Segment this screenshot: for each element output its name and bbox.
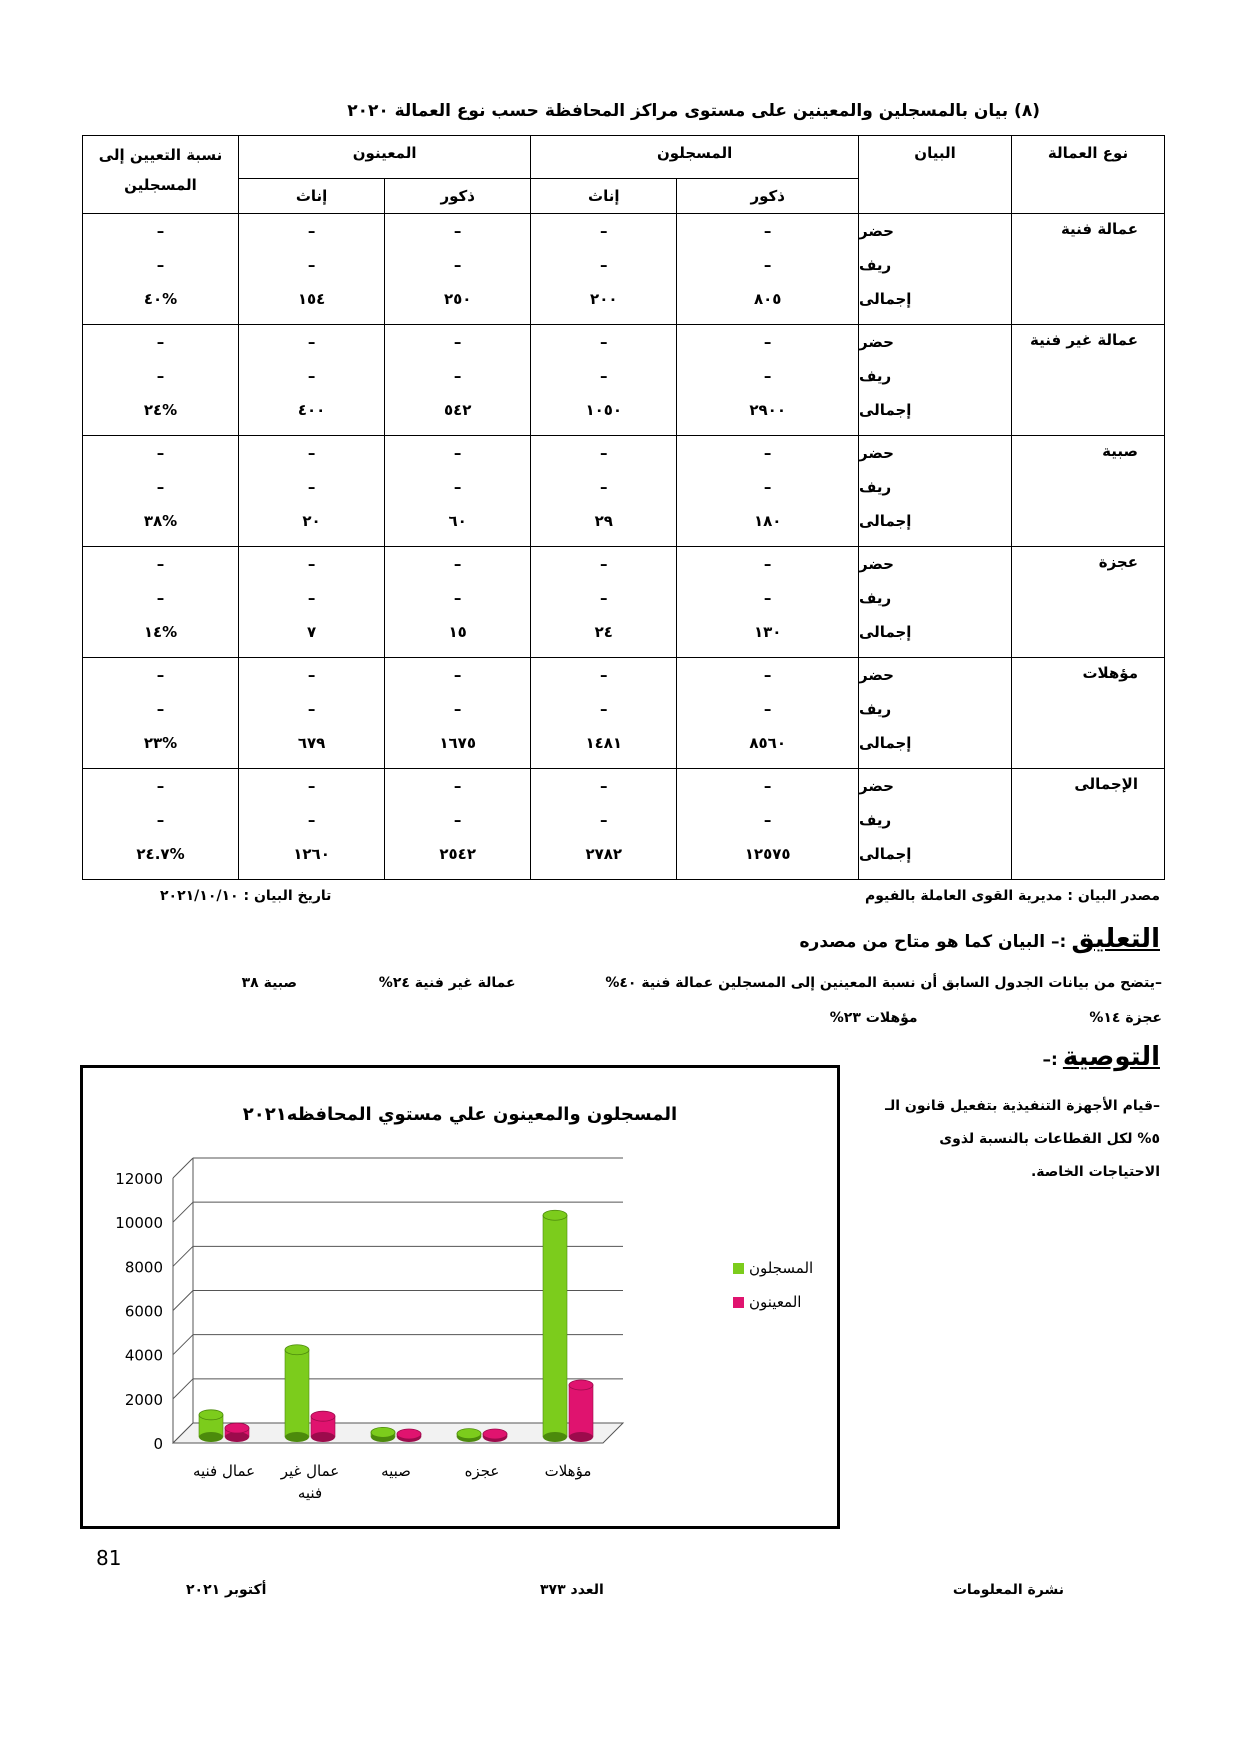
total-value: ٢٠٠	[590, 290, 618, 308]
value-cell-app-f	[239, 658, 385, 769]
bar-registered	[285, 1350, 309, 1437]
x-tick-label: فنيه	[297, 1484, 323, 1502]
gridline-side	[173, 1335, 193, 1355]
dash-rural: –	[307, 478, 316, 496]
value-cell-reg-f	[531, 325, 677, 436]
value-cell-app-m	[385, 658, 531, 769]
x-tick-label: صبيه	[381, 1462, 411, 1480]
recommendation-heading	[1043, 1042, 1161, 1072]
statement-cell	[859, 214, 1012, 325]
header-statement: البيان	[859, 136, 1012, 214]
dash-rural: –	[763, 700, 772, 718]
dash-urban: –	[763, 777, 772, 795]
gridline-side	[173, 1379, 193, 1399]
statement-label: إجمالى	[859, 290, 912, 308]
total-value: ٢٧٨٢	[585, 845, 623, 863]
data-table	[82, 135, 1165, 880]
statement-label: ريف	[859, 256, 892, 274]
total-value: ١٥	[448, 623, 467, 641]
statement-label: حضر	[859, 666, 894, 684]
gridline-side	[173, 1291, 193, 1311]
bar-registered-base	[285, 1432, 309, 1442]
total-value: %٢٤	[143, 401, 178, 419]
value-cell-app-f	[239, 214, 385, 325]
statement-label: حضر	[859, 555, 894, 573]
dash-rural: –	[307, 367, 316, 385]
dash-rural: –	[453, 589, 462, 607]
dash-rural: –	[453, 367, 462, 385]
header-registered-males: ذكور	[677, 179, 859, 214]
dash-urban: –	[307, 333, 316, 351]
value-cell-app-m	[385, 436, 531, 547]
dash-urban: –	[307, 777, 316, 795]
total-value: ٢٥٤٢	[439, 845, 476, 863]
source-line: مصدر البيان : مديرية القوى العاملة بالفيوم	[864, 888, 1160, 904]
total-value: ٦٠	[448, 512, 467, 530]
value-cell-reg-m	[677, 769, 859, 880]
dash-urban: –	[156, 777, 165, 795]
bar-registered-base	[543, 1432, 567, 1442]
dash-urban: –	[453, 444, 462, 462]
statement-cell	[859, 547, 1012, 658]
dash-rural: –	[156, 811, 165, 829]
gridline-side	[173, 1246, 193, 1266]
dash-rural: –	[763, 811, 772, 829]
value-cell-reg-f	[531, 658, 677, 769]
gridline-side	[173, 1202, 193, 1222]
dash-rural: –	[156, 700, 165, 718]
total-value: ٢٤	[594, 623, 613, 641]
bar-appointed	[569, 1385, 593, 1437]
value-cell-reg-m	[677, 325, 859, 436]
statement-cell	[859, 325, 1012, 436]
dash-urban: –	[600, 777, 608, 795]
bar-appointed-base	[311, 1432, 335, 1442]
header-labor-type: نوع العمالة	[1012, 136, 1165, 214]
total-value: ١٤٨١	[585, 734, 623, 752]
dash-urban: –	[763, 333, 772, 351]
dash-rural: –	[453, 478, 462, 496]
dash-urban: –	[307, 666, 316, 684]
statement-label: ريف	[859, 367, 892, 385]
statement-cell	[859, 436, 1012, 547]
value-cell-ratio	[83, 547, 239, 658]
dash-rural: –	[600, 478, 608, 496]
dash-rural: –	[763, 367, 772, 385]
header-appointed-males: ذكور	[385, 179, 531, 214]
dash-rural: –	[307, 811, 316, 829]
statement-label: إجمالى	[859, 734, 912, 752]
footer-date: أكتوبر ٢٠٢١	[186, 1582, 267, 1598]
dash-urban: –	[600, 222, 608, 240]
total-value: ٢٥٠	[443, 290, 472, 308]
dash-urban: –	[600, 666, 608, 684]
comment-part-e: مؤهلات ٢٣%	[829, 1010, 918, 1026]
bar-registered	[543, 1215, 567, 1437]
statement-cell	[859, 769, 1012, 880]
value-cell-reg-f	[531, 769, 677, 880]
legend-label: المسجلون	[749, 1259, 814, 1277]
x-tick-label: عجزه	[464, 1462, 500, 1480]
comment-line-2	[830, 1010, 1162, 1026]
total-value: ١٥٤	[297, 290, 326, 308]
statement-label: ريف	[859, 478, 892, 496]
dash-urban: –	[453, 555, 462, 573]
dash-urban: –	[453, 333, 462, 351]
comment-part-c: صبية ٣٨	[241, 975, 298, 991]
dash-rural: –	[763, 478, 772, 496]
statement-label: حضر	[859, 444, 894, 462]
table-row	[83, 436, 1165, 547]
bar-appointed-base	[225, 1432, 249, 1442]
y-tick-label: 10000	[115, 1214, 163, 1233]
total-value: ١٠٥٠	[585, 401, 623, 419]
dash-urban: –	[763, 555, 772, 573]
total-value: ٢٩٠٠	[749, 401, 786, 419]
total-value: %٤٠	[143, 290, 178, 308]
bar-registered-top	[371, 1427, 395, 1437]
bar-registered-base	[199, 1432, 223, 1442]
dash-urban: –	[763, 666, 772, 684]
value-cell-ratio	[83, 658, 239, 769]
table-row	[83, 769, 1165, 880]
bar-registered-top	[543, 1210, 567, 1220]
y-tick-label: 2000	[124, 1390, 163, 1409]
value-cell-reg-m	[677, 658, 859, 769]
labor-type-cell: صبية	[1012, 436, 1165, 547]
comment-line-1	[242, 975, 1162, 991]
gridline-side	[173, 1158, 193, 1178]
dash-urban: –	[156, 555, 165, 573]
x-tick-label: مؤهلات	[544, 1462, 592, 1480]
header-registered: المسجلون	[531, 136, 859, 179]
labor-type-cell: مؤهلات	[1012, 658, 1165, 769]
comment-heading-rest: :– البيان كما هو متاح من مصدره	[799, 932, 1067, 952]
dash-urban: –	[307, 555, 316, 573]
recommendation-line-1: –قيام الأجهزة التنفيذية بتفعيل قانون الـ	[885, 1098, 1160, 1114]
header-registered-females: إناث	[531, 179, 677, 214]
bar-registered-top	[285, 1345, 309, 1355]
table-body	[83, 214, 1165, 880]
header-appointed: المعينون	[239, 136, 531, 179]
legend-swatch	[733, 1263, 744, 1274]
statement-label: إجمالى	[859, 512, 912, 530]
dash-urban: –	[156, 666, 165, 684]
total-value: %١٤	[143, 623, 178, 641]
bar-appointed-base	[569, 1432, 593, 1442]
statement-label: ريف	[859, 700, 892, 718]
table-title: (٨) بيان بالمسجلين والمعينين على مستوى مراكز المحافظة حسب نوع العمالة ٢٠٢٠	[347, 101, 1040, 121]
statement-label: إجمالى	[859, 623, 912, 641]
footer-publication: نشرة المعلومات	[952, 1582, 1064, 1598]
page-number: 81	[96, 1546, 122, 1570]
value-cell-ratio	[83, 214, 239, 325]
dash-rural: –	[600, 700, 608, 718]
dash-urban: –	[453, 222, 462, 240]
statement-label: حضر	[859, 777, 894, 795]
table-row	[83, 214, 1165, 325]
y-tick-label: 12000	[115, 1170, 163, 1188]
dash-rural: –	[156, 478, 165, 496]
dash-urban: –	[600, 333, 608, 351]
total-value: ٤٠٠	[297, 401, 326, 419]
header-appointed-females: إناث	[239, 179, 385, 214]
bar-appointed-top	[397, 1429, 421, 1439]
value-cell-app-m	[385, 214, 531, 325]
total-value: ٥٤٢	[443, 401, 472, 419]
value-cell-ratio	[83, 769, 239, 880]
value-cell-app-f	[239, 325, 385, 436]
dash-rural: –	[307, 256, 316, 274]
dash-urban: –	[453, 666, 462, 684]
dash-urban: –	[156, 444, 165, 462]
y-tick-label: 8000	[124, 1258, 163, 1277]
recommendation-heading-word: التوصية	[1062, 1042, 1160, 1072]
table-row	[83, 547, 1165, 658]
total-value: %٢٤.٧	[136, 845, 185, 863]
dash-urban: –	[156, 333, 165, 351]
data-date: تاريخ البيان : ٢٠٢١/١٠/١٠	[160, 888, 332, 904]
total-value: ١٨٠	[753, 512, 782, 530]
bar-appointed-top	[483, 1429, 507, 1439]
dash-urban: –	[763, 444, 772, 462]
recommendation-line-2: ٥% لكل القطاعات بالنسبة لذوى	[939, 1131, 1160, 1147]
value-cell-app-m	[385, 325, 531, 436]
total-value: ١٢٥٧٥	[744, 845, 791, 863]
bar-appointed-top	[311, 1411, 335, 1421]
dash-rural: –	[453, 256, 462, 274]
dash-rural: –	[600, 589, 608, 607]
dash-rural: –	[600, 367, 608, 385]
dash-urban: –	[763, 222, 772, 240]
total-value: ٢٩	[594, 512, 613, 530]
dash-rural: –	[453, 700, 462, 718]
total-value: %٣٨	[143, 512, 178, 530]
footer-issue: العدد ٣٧٣	[540, 1582, 604, 1598]
legend-label: المعينون	[749, 1293, 802, 1311]
value-cell-reg-f	[531, 436, 677, 547]
comment-heading	[800, 924, 1160, 954]
table-row	[83, 325, 1165, 436]
dash-rural: –	[600, 811, 608, 829]
bar-chart	[83, 1068, 837, 1526]
chart-container	[80, 1065, 840, 1529]
total-value: ١٣٠	[753, 623, 782, 641]
dash-rural: –	[600, 256, 608, 274]
dash-rural: –	[453, 811, 462, 829]
chart-title: المسجلون والمعينون علي مستوي المحافظه٢٠٢١	[242, 1104, 678, 1125]
dash-urban: –	[307, 222, 316, 240]
value-cell-app-m	[385, 769, 531, 880]
comment-heading-word: التعليق	[1071, 924, 1160, 954]
value-cell-app-m	[385, 547, 531, 658]
dash-rural: –	[307, 589, 316, 607]
bar-appointed-top	[569, 1380, 593, 1390]
bar-appointed-top	[225, 1423, 249, 1433]
labor-type-cell: عجزة	[1012, 547, 1165, 658]
statement-label: إجمالى	[859, 401, 912, 419]
y-tick-label: 6000	[124, 1302, 163, 1321]
legend-swatch	[733, 1297, 744, 1308]
comment-part-a: –يتضح من بيانات الجدول السابق أن نسبة المعينين إلى المسجلين عمالة فنية ٤٠%	[605, 975, 1162, 991]
x-tick-label: عمال غير	[280, 1462, 340, 1480]
bar-registered-top	[457, 1429, 481, 1439]
statement-label: حضر	[859, 222, 894, 240]
dash-rural: –	[156, 367, 165, 385]
dash-rural: –	[307, 700, 316, 718]
table-row	[83, 658, 1165, 769]
statement-label: حضر	[859, 333, 894, 351]
statement-cell	[859, 658, 1012, 769]
recommendation-line-3: الاحتياجات الخاصة.	[1030, 1164, 1160, 1180]
comment-part-d: عجزة ١٤%	[1089, 1010, 1162, 1026]
value-cell-app-f	[239, 547, 385, 658]
value-cell-app-f	[239, 436, 385, 547]
dash-urban: –	[600, 444, 608, 462]
total-value: ٨٠٥	[753, 290, 782, 308]
y-tick-label: 0	[153, 1435, 163, 1453]
value-cell-reg-m	[677, 436, 859, 547]
total-value: ١٢٦٠	[293, 845, 330, 863]
total-value: %٢٣	[143, 734, 178, 752]
dash-urban: –	[600, 555, 608, 573]
recommendation-heading-rest: :–	[1042, 1050, 1058, 1070]
value-cell-reg-f	[531, 547, 677, 658]
dash-urban: –	[307, 444, 316, 462]
statement-label: إجمالى	[859, 845, 912, 863]
total-value: ١٦٧٥	[439, 734, 476, 752]
labor-type-cell: عمالة فنية	[1012, 214, 1165, 325]
statement-label: ريف	[859, 811, 892, 829]
dash-urban: –	[156, 222, 165, 240]
comment-part-b: عمالة غير فنية ٢٤%	[378, 975, 516, 991]
dash-rural: –	[763, 256, 772, 274]
bar-registered-top	[199, 1410, 223, 1420]
dash-rural: –	[156, 589, 165, 607]
labor-type-cell: عمالة غير فنية	[1012, 325, 1165, 436]
value-cell-reg-m	[677, 214, 859, 325]
total-value: ٧	[306, 623, 317, 641]
y-tick-label: 4000	[124, 1346, 163, 1365]
dash-urban: –	[453, 777, 462, 795]
dash-rural: –	[156, 256, 165, 274]
labor-type-cell: الإجمالى	[1012, 769, 1165, 880]
total-value: ٨٥٦٠	[749, 734, 786, 752]
total-value: ٦٧٩	[297, 734, 326, 752]
value-cell-ratio	[83, 436, 239, 547]
dash-rural: –	[763, 589, 772, 607]
statement-label: ريف	[859, 589, 892, 607]
value-cell-ratio	[83, 325, 239, 436]
header-ratio: نسبة التعيين إلى المسجلين	[83, 136, 239, 214]
total-value: ٢٠	[302, 512, 321, 530]
value-cell-reg-f	[531, 214, 677, 325]
value-cell-reg-m	[677, 547, 859, 658]
x-tick-label: عمال فنيه	[192, 1462, 256, 1480]
value-cell-app-f	[239, 769, 385, 880]
